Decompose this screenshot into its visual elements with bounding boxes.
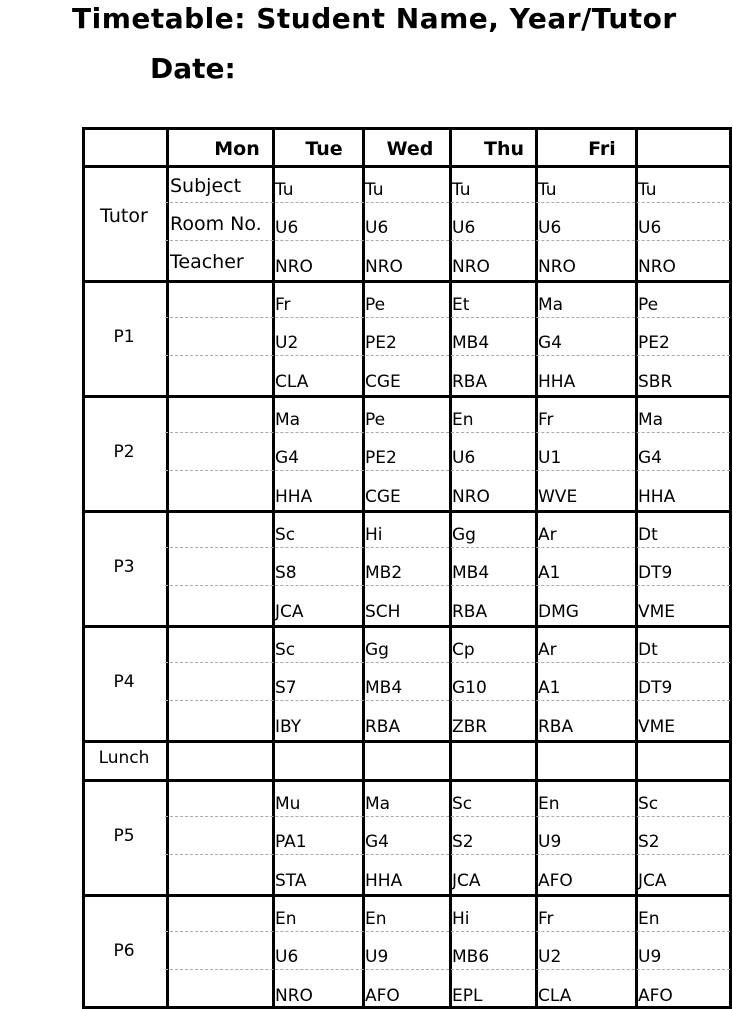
- period-label: P2: [113, 442, 135, 462]
- grid-hline: [82, 740, 732, 743]
- cell-divider: [165, 931, 730, 932]
- cell-room: S2: [638, 832, 660, 852]
- cell-teacher: NRO: [365, 257, 403, 277]
- cell-teacher: JCA: [452, 871, 481, 891]
- cell-teacher: EPL: [452, 986, 483, 1006]
- grid-hline: [82, 165, 732, 168]
- cell-room: G4: [275, 448, 299, 468]
- cell-room: G4: [365, 832, 389, 852]
- cell-teacher: NRO: [538, 257, 576, 277]
- page-title: Timetable: Student Name, Year/Tutor: [72, 2, 677, 35]
- grid-hline: [82, 280, 732, 283]
- cell-subject: Sc: [452, 794, 473, 814]
- cell-room: U6: [275, 218, 299, 238]
- cell-teacher: RBA: [452, 372, 488, 392]
- cell-subject: Mu: [275, 794, 301, 814]
- cell-teacher: NRO: [452, 257, 490, 277]
- cell-room: G10: [452, 678, 487, 698]
- cell-divider: [165, 547, 730, 548]
- cell-room: PA1: [275, 832, 307, 852]
- cell-room: MB4: [365, 678, 403, 698]
- cell-divider: [165, 969, 730, 970]
- cell-teacher: VME: [638, 717, 676, 737]
- cell-subject: Ma: [538, 295, 564, 315]
- cell-subject: Ma: [638, 410, 664, 430]
- cell-teacher: VME: [638, 602, 676, 622]
- cell-room: U6: [452, 448, 476, 468]
- period-label: P6: [113, 941, 135, 961]
- cell-subject: Tu: [538, 180, 557, 200]
- day-header: Fri: [588, 138, 616, 160]
- cell-divider: [165, 317, 730, 318]
- cell-subject: En: [538, 794, 560, 814]
- cell-teacher: CLA: [538, 986, 572, 1006]
- cell-subject: Dt: [638, 640, 658, 660]
- period-label: Lunch: [98, 748, 150, 768]
- cell-teacher: HHA: [365, 871, 403, 891]
- cell-subject: Fr: [538, 410, 554, 430]
- grid-hline: [82, 894, 732, 897]
- cell-teacher: STA: [275, 871, 307, 891]
- cell-teacher: WVE: [538, 487, 578, 507]
- day-header: Wed: [386, 138, 434, 160]
- grid-hline: [82, 510, 732, 513]
- cell-teacher: HHA: [275, 487, 313, 507]
- cell-room: DT9: [638, 678, 673, 698]
- cell-room: A1: [538, 678, 561, 698]
- cell-divider: [165, 432, 730, 433]
- cell-teacher: NRO: [452, 487, 490, 507]
- cell-subject: Tu: [275, 180, 294, 200]
- cell-teacher: HHA: [538, 372, 576, 392]
- period-label: P1: [113, 327, 135, 347]
- cell-room: MB4: [452, 563, 490, 583]
- field-label: Room No.: [170, 213, 262, 235]
- grid-hline: [82, 625, 732, 628]
- cell-subject: Pe: [365, 410, 386, 430]
- cell-divider: [165, 662, 730, 663]
- cell-subject: Dt: [638, 525, 658, 545]
- cell-teacher: RBA: [365, 717, 401, 737]
- cell-subject: Hi: [452, 909, 470, 929]
- cell-room: A1: [538, 563, 561, 583]
- cell-teacher: SBR: [638, 372, 673, 392]
- cell-teacher: CGE: [365, 372, 401, 392]
- cell-teacher: NRO: [275, 986, 313, 1006]
- cell-subject: En: [638, 909, 660, 929]
- cell-teacher: JCA: [638, 871, 667, 891]
- cell-teacher: RBA: [452, 602, 488, 622]
- cell-room: U6: [365, 218, 389, 238]
- cell-divider: [165, 816, 730, 817]
- cell-room: U2: [275, 333, 299, 353]
- cell-room: U2: [538, 947, 562, 967]
- day-header: Tue: [305, 138, 343, 160]
- cell-divider: [165, 355, 730, 356]
- cell-teacher: JCA: [275, 602, 304, 622]
- cell-room: PE2: [365, 448, 397, 468]
- period-label: P5: [113, 826, 135, 846]
- cell-subject: En: [275, 909, 297, 929]
- cell-subject: Fr: [538, 909, 554, 929]
- cell-divider: [165, 700, 730, 701]
- cell-teacher: CGE: [365, 487, 401, 507]
- cell-subject: Pe: [365, 295, 386, 315]
- day-header: Thu: [483, 138, 524, 160]
- cell-subject: Gg: [452, 525, 476, 545]
- cell-room: U6: [275, 947, 299, 967]
- cell-subject: Sc: [275, 525, 296, 545]
- cell-subject: Sc: [275, 640, 296, 660]
- cell-subject: En: [452, 410, 474, 430]
- cell-subject: En: [365, 909, 387, 929]
- cell-subject: Cp: [452, 640, 475, 660]
- cell-room: S8: [275, 563, 297, 583]
- cell-subject: Et: [452, 295, 470, 315]
- cell-room: U6: [538, 218, 562, 238]
- cell-subject: Tu: [365, 180, 384, 200]
- cell-room: U9: [638, 947, 662, 967]
- cell-room: MB2: [365, 563, 403, 583]
- cell-teacher: HHA: [638, 487, 676, 507]
- cell-subject: Tu: [452, 180, 471, 200]
- cell-teacher: NRO: [275, 257, 313, 277]
- cell-divider: [165, 240, 730, 241]
- cell-subject: Hi: [365, 525, 383, 545]
- field-label: Teacher: [170, 251, 244, 273]
- period-label: P3: [113, 557, 135, 577]
- cell-divider: [165, 202, 730, 203]
- timetable: [82, 127, 732, 1009]
- cell-room: MB6: [452, 947, 490, 967]
- cell-room: PE2: [365, 333, 397, 353]
- cell-subject: Fr: [275, 295, 291, 315]
- cell-divider: [165, 470, 730, 471]
- cell-subject: Ar: [538, 640, 557, 660]
- cell-room: G4: [538, 333, 562, 353]
- cell-teacher: DMG: [538, 602, 579, 622]
- cell-teacher: CLA: [275, 372, 309, 392]
- cell-subject: Pe: [638, 295, 659, 315]
- cell-subject: Ma: [275, 410, 301, 430]
- period-label: P4: [113, 672, 135, 692]
- cell-subject: Sc: [638, 794, 659, 814]
- cell-divider: [165, 854, 730, 855]
- cell-teacher: RBA: [538, 717, 574, 737]
- cell-divider: [165, 585, 730, 586]
- cell-room: U6: [452, 218, 476, 238]
- cell-subject: Ar: [538, 525, 557, 545]
- grid-hline: [82, 395, 732, 398]
- cell-teacher: AFO: [365, 986, 400, 1006]
- cell-room: PE2: [638, 333, 670, 353]
- cell-room: MB4: [452, 333, 490, 353]
- cell-room: S2: [452, 832, 474, 852]
- grid-vline: [166, 127, 169, 1008]
- cell-teacher: AFO: [538, 871, 573, 891]
- cell-teacher: ZBR: [452, 717, 488, 737]
- grid-vline: [729, 127, 732, 1008]
- cell-teacher: NRO: [638, 257, 676, 277]
- period-label: Tutor: [100, 205, 148, 227]
- date-label: Date:: [150, 52, 236, 85]
- cell-room: DT9: [638, 563, 673, 583]
- cell-subject: Tu: [638, 180, 657, 200]
- cell-teacher: IBY: [275, 717, 302, 737]
- cell-teacher: SCH: [365, 602, 401, 622]
- day-header: Mon: [214, 138, 260, 160]
- cell-room: U9: [538, 832, 562, 852]
- cell-room: U6: [638, 218, 662, 238]
- cell-room: U1: [538, 448, 562, 468]
- cell-room: S7: [275, 678, 297, 698]
- field-label: Subject: [170, 175, 242, 197]
- grid-hline: [82, 779, 732, 782]
- cell-subject: Gg: [365, 640, 389, 660]
- cell-teacher: AFO: [638, 986, 673, 1006]
- cell-room: G4: [638, 448, 662, 468]
- grid-hline: [82, 127, 732, 130]
- cell-subject: Ma: [365, 794, 391, 814]
- cell-room: U9: [365, 947, 389, 967]
